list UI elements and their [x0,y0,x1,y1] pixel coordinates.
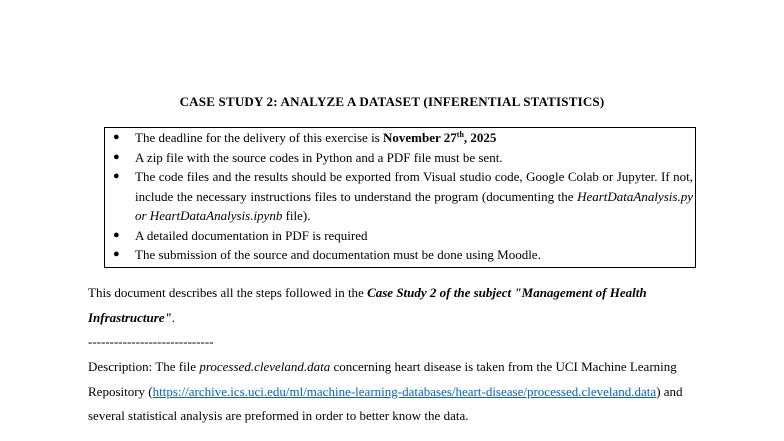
separator-line: ----------------------------- [88,334,214,349]
submission-requirement-text: The submission of the source and documentation must be done using Moodle. [135,247,541,262]
export-requirement-end: file). [282,208,311,223]
intro-end: . [171,309,176,325]
deadline-date: November 27 [383,130,457,145]
deadline-year: , 2025 [463,130,497,145]
list-item [105,148,695,168]
bullet-icon: ● [113,228,120,241]
bullet-icon: ● [113,131,120,143]
list-item [105,226,695,246]
description-paragraph [88,355,700,429]
dataset-link[interactable]: https://archive.ics.uci.edu/ml/machine-learning-databases/heart-disease/processed.cleveland.data [152,383,657,399]
zip-requirement-text: A zip file with the source codes in Python and a PDF file must be sent. [135,149,503,165]
bullet-icon: ● [113,150,120,163]
list-item [105,167,695,226]
bullet-icon: ● [113,170,120,182]
list-item [105,128,695,148]
deadline-text: The deadline for the delivery of this exercise is [135,130,383,145]
export-requirement-text: The code files and the results should be exported from Visual studio code, Google Colab or Jupyter. If not, include the necessary instructions files to understand the program (documenting the [135,169,693,204]
intro-text: This document describes all the steps followed in the [88,285,368,300]
requirements-box [104,127,696,268]
list-item [105,245,695,265]
deadline-date-suffix: th [456,130,464,139]
requirements-list [105,128,695,265]
bullet-icon: ● [113,248,120,260]
intro-paragraph [88,281,700,330]
documentation-requirement-text: A detailed documentation in PDF is required [135,227,368,243]
program-file-names: HeartDataAnalysis.py or HeartDataAnalysis.ipynb [135,188,693,223]
description-text: Description: The file [88,359,200,374]
description-middle: concerning heart disease is taken from the UCI Machine Learning Repository ( [88,359,677,399]
document-title: CASE STUDY 2: ANALYZE A DATASET (INFERENTIAL STATISTICS) [179,94,605,109]
description-end: ) and several statistical analysis are preformed in order to better know the data. [88,383,683,423]
dataset-file-name: processed.cleveland.data [199,359,331,374]
subject-name: Case Study 2 of the subject "Management of Health Infrastructure" [88,285,647,325]
